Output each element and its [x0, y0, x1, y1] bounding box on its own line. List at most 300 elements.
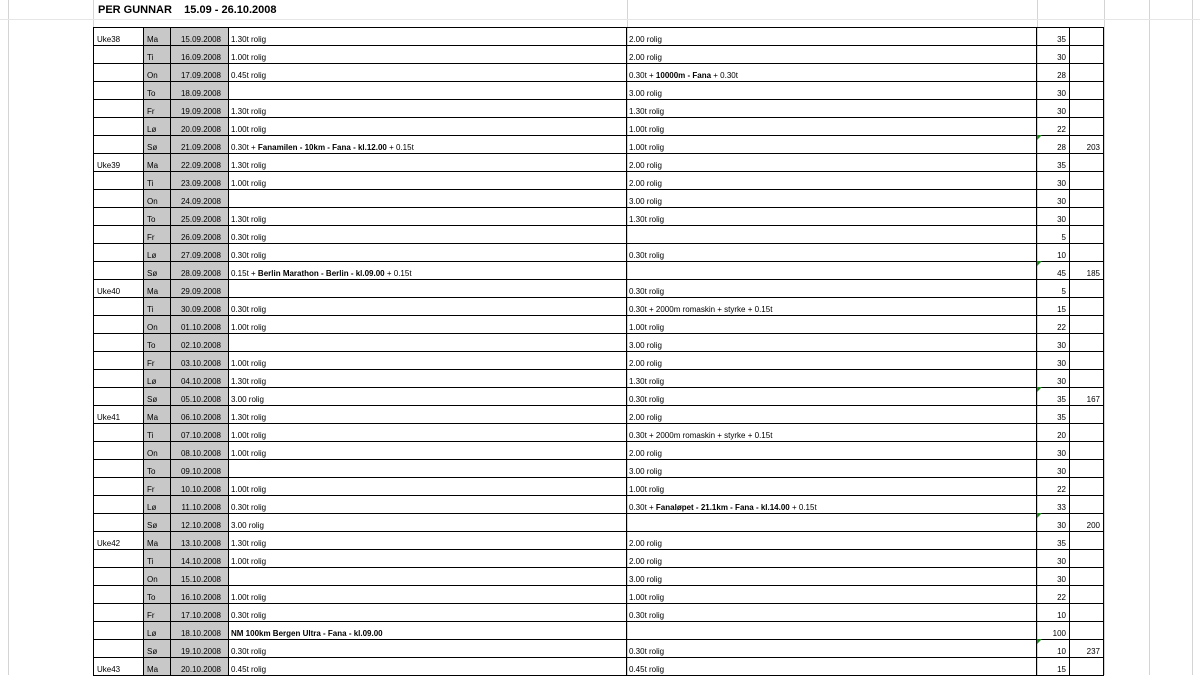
date-cell[interactable]: 30.09.2008	[171, 298, 229, 315]
session-2-cell[interactable]: 0.30t + 2000m romaskin + styrke + 0.15t	[627, 298, 1037, 315]
day-cell[interactable]: Ti	[144, 46, 171, 63]
table-row	[93, 604, 1104, 622]
km-cell[interactable]: 30	[1037, 190, 1070, 207]
date-cell[interactable]: 09.10.2008	[171, 460, 229, 477]
week-cell[interactable]: Uke43	[93, 658, 144, 675]
comment-indicator-icon[interactable]	[1037, 261, 1042, 266]
table-row	[93, 118, 1104, 136]
session-2-cell[interactable]	[627, 262, 1037, 279]
session-1-cell[interactable]: 1.00t rolig	[229, 442, 627, 459]
week-total-cell[interactable]: 203	[1070, 136, 1104, 153]
day-cell[interactable]: Fr	[144, 478, 171, 495]
day-cell[interactable]: Ma	[144, 154, 171, 171]
date-cell[interactable]: 08.10.2008	[171, 442, 229, 459]
week-total-cell[interactable]	[1070, 550, 1104, 567]
km-cell[interactable]: 30	[1037, 352, 1070, 369]
table-row	[93, 190, 1104, 208]
date-cell[interactable]: 24.09.2008	[171, 190, 229, 207]
session-1-cell[interactable]	[229, 568, 627, 585]
table-row	[93, 208, 1104, 226]
session-1-cell[interactable]: 1.00t rolig	[229, 424, 627, 441]
text-segment: + 0.30t	[711, 71, 738, 80]
page-title: PER GUNNAR 15.09 - 26.10.2008	[98, 4, 277, 16]
table-row	[93, 478, 1104, 496]
week-cell[interactable]	[93, 118, 144, 135]
table-row	[93, 280, 1104, 298]
day-cell[interactable]: Ti	[144, 550, 171, 567]
week-total-cell[interactable]	[1070, 172, 1104, 189]
day-cell[interactable]: Sø	[144, 388, 171, 405]
week-cell[interactable]	[93, 262, 144, 279]
table-row	[93, 28, 1104, 46]
km-cell[interactable]: 35	[1037, 154, 1070, 171]
km-cell[interactable]: 35	[1037, 532, 1070, 549]
km-cell[interactable]: 20	[1037, 424, 1070, 441]
week-cell[interactable]	[93, 136, 144, 153]
session-1-cell[interactable]: 1.30t rolig	[229, 370, 627, 387]
session-2-cell[interactable]: 3.00 rolig	[627, 334, 1037, 351]
day-cell[interactable]: To	[144, 586, 171, 603]
session-1-cell[interactable]: 0.45t rolig	[229, 64, 627, 81]
week-cell[interactable]	[93, 514, 144, 531]
session-2-cell[interactable]: 3.00 rolig	[627, 82, 1037, 99]
day-cell[interactable]: Sø	[144, 514, 171, 531]
week-cell[interactable]	[93, 82, 144, 99]
week-cell[interactable]	[93, 496, 144, 513]
day-cell[interactable]: Sø	[144, 640, 171, 657]
session-2-cell[interactable]: 3.00 rolig	[627, 568, 1037, 585]
table-row	[93, 658, 1104, 676]
training-log-table	[93, 27, 1104, 676]
day-cell[interactable]: Lø	[144, 244, 171, 261]
week-cell[interactable]	[93, 370, 144, 387]
day-cell[interactable]: Ma	[144, 28, 171, 45]
race-label: 10000m - Fana	[655, 71, 712, 80]
day-cell[interactable]: Lø	[144, 622, 171, 639]
week-total-cell[interactable]	[1070, 190, 1104, 207]
week-cell[interactable]	[93, 622, 144, 639]
session-1-cell[interactable]: 1.00t rolig	[229, 172, 627, 189]
session-2-cell[interactable]: 2.00 rolig	[627, 352, 1037, 369]
session-1-cell[interactable]: 1.00t rolig	[229, 478, 627, 495]
week-total-cell[interactable]	[1070, 568, 1104, 585]
date-cell[interactable]: 15.10.2008	[171, 568, 229, 585]
date-cell[interactable]: 16.10.2008	[171, 586, 229, 603]
km-cell[interactable]: 22	[1037, 586, 1070, 603]
week-total-cell[interactable]	[1070, 334, 1104, 351]
km-cell[interactable]: 30	[1037, 442, 1070, 459]
session-2-cell[interactable]: 2.00 rolig	[627, 532, 1037, 549]
session-1-cell[interactable]: 1.30t rolig	[229, 406, 627, 423]
session-2-cell[interactable]: 2.00 rolig	[627, 46, 1037, 63]
table-row	[93, 442, 1104, 460]
table-row	[93, 226, 1104, 244]
table-row	[93, 622, 1104, 640]
session-1-cell[interactable]: 1.30t rolig	[229, 532, 627, 549]
date-cell[interactable]: 19.09.2008	[171, 100, 229, 117]
day-cell[interactable]: Ma	[144, 532, 171, 549]
session-1-cell[interactable]: 1.00t rolig	[229, 118, 627, 135]
km-cell[interactable]: 28	[1037, 136, 1070, 153]
week-cell[interactable]: Uke40	[93, 280, 144, 297]
week-total-cell[interactable]	[1070, 406, 1104, 423]
week-cell[interactable]	[93, 460, 144, 477]
km-cell[interactable]: 30	[1037, 208, 1070, 225]
week-total-cell[interactable]	[1070, 64, 1104, 81]
week-total-cell[interactable]	[1070, 604, 1104, 621]
week-cell[interactable]	[93, 586, 144, 603]
week-cell[interactable]	[93, 640, 144, 657]
week-total-cell[interactable]	[1070, 82, 1104, 99]
session-2-cell[interactable]: 0.30t rolig	[627, 280, 1037, 297]
week-total-cell[interactable]	[1070, 658, 1104, 675]
week-cell[interactable]: Uke42	[93, 532, 144, 549]
date-cell[interactable]: 17.10.2008	[171, 604, 229, 621]
day-cell[interactable]: Fr	[144, 352, 171, 369]
week-cell[interactable]	[93, 352, 144, 369]
session-2-cell[interactable]: 1.00t rolig	[627, 118, 1037, 135]
day-cell[interactable]: On	[144, 190, 171, 207]
km-cell[interactable]: 100	[1037, 622, 1070, 639]
table-row	[93, 334, 1104, 352]
week-cell[interactable]	[93, 604, 144, 621]
session-2-cell[interactable]	[627, 226, 1037, 243]
week-total-cell[interactable]	[1070, 424, 1104, 441]
session-2-cell[interactable]: 2.00 rolig	[627, 154, 1037, 171]
session-2-cell[interactable]: 1.30t rolig	[627, 100, 1037, 117]
table-row	[93, 514, 1104, 532]
session-1-cell[interactable]: 1.30t rolig	[229, 154, 627, 171]
day-cell[interactable]: To	[144, 460, 171, 477]
week-total-cell[interactable]	[1070, 460, 1104, 477]
text-segment: + 0.15t	[384, 269, 412, 278]
session-2-cell[interactable]: 0.30t + 2000m romaskin + styrke + 0.15t	[627, 424, 1037, 441]
day-cell[interactable]: Sø	[144, 136, 171, 153]
day-cell[interactable]: Lø	[144, 496, 171, 513]
week-cell[interactable]	[93, 64, 144, 81]
table-row	[93, 388, 1104, 406]
km-cell[interactable]: 30	[1037, 568, 1070, 585]
date-cell[interactable]: 29.09.2008	[171, 280, 229, 297]
km-cell[interactable]: 45	[1037, 262, 1070, 279]
date-cell[interactable]: 11.10.2008	[171, 496, 229, 513]
session-1-cell[interactable]: 1.30t rolig	[229, 28, 627, 45]
day-cell[interactable]: Ma	[144, 658, 171, 675]
date-cell[interactable]: 20.10.2008	[171, 658, 229, 675]
race-label: NM 100km Bergen Ultra - Fana - kl.09.00	[231, 629, 383, 638]
session-1-cell[interactable]	[229, 190, 627, 207]
km-cell[interactable]: 33	[1037, 496, 1070, 513]
session-1-cell[interactable]	[229, 622, 627, 639]
text-segment: 0.30t +	[629, 71, 656, 80]
day-cell[interactable]: Ti	[144, 298, 171, 315]
km-cell[interactable]: 30	[1037, 550, 1070, 567]
session-1-cell[interactable]	[229, 460, 627, 477]
session-2-cell[interactable]: 0.30t rolig	[627, 388, 1037, 405]
day-cell[interactable]: Ti	[144, 424, 171, 441]
session-2-cell[interactable]: 0.30t rolig	[627, 244, 1037, 261]
week-cell[interactable]	[93, 190, 144, 207]
km-cell[interactable]: 30	[1037, 100, 1070, 117]
table-row	[93, 136, 1104, 154]
week-cell[interactable]	[93, 550, 144, 567]
km-cell[interactable]: 35	[1037, 406, 1070, 423]
day-cell[interactable]: To	[144, 208, 171, 225]
session-2-cell[interactable]: 2.00 rolig	[627, 550, 1037, 567]
day-cell[interactable]: On	[144, 568, 171, 585]
week-total-cell[interactable]	[1070, 100, 1104, 117]
week-total-cell[interactable]	[1070, 298, 1104, 315]
km-cell[interactable]: 15	[1037, 658, 1070, 675]
week-total-cell[interactable]: 237	[1070, 640, 1104, 657]
date-cell[interactable]: 10.10.2008	[171, 478, 229, 495]
date-cell[interactable]: 06.10.2008	[171, 406, 229, 423]
session-2-cell[interactable]: 2.00 rolig	[627, 28, 1037, 45]
date-cell[interactable]: 27.09.2008	[171, 244, 229, 261]
date-cell[interactable]: 19.10.2008	[171, 640, 229, 657]
km-cell[interactable]: 10	[1037, 640, 1070, 657]
day-cell[interactable]: Fr	[144, 604, 171, 621]
session-1-cell[interactable]: 0.30t rolig	[229, 496, 627, 513]
date-cell[interactable]: 12.10.2008	[171, 514, 229, 531]
date-cell[interactable]: 16.09.2008	[171, 46, 229, 63]
day-cell[interactable]: Lø	[144, 370, 171, 387]
session-1-cell[interactable]	[229, 280, 627, 297]
session-1-cell[interactable]: 1.30t rolig	[229, 100, 627, 117]
session-1-cell[interactable]: 3.00 rolig	[229, 514, 627, 531]
week-total-cell[interactable]	[1070, 532, 1104, 549]
week-total-cell[interactable]	[1070, 226, 1104, 243]
week-total-cell[interactable]	[1070, 622, 1104, 639]
session-1-cell[interactable]: 0.45t rolig	[229, 658, 627, 675]
date-cell[interactable]: 21.09.2008	[171, 136, 229, 153]
session-2-cell[interactable]: 3.00 rolig	[627, 190, 1037, 207]
day-cell[interactable]: On	[144, 442, 171, 459]
km-cell[interactable]: 22	[1037, 478, 1070, 495]
week-total-cell[interactable]	[1070, 496, 1104, 513]
session-1-cell[interactable]: 0.30t rolig	[229, 604, 627, 621]
day-cell[interactable]: To	[144, 82, 171, 99]
table-row	[93, 46, 1104, 64]
date-cell[interactable]: 02.10.2008	[171, 334, 229, 351]
km-cell[interactable]: 30	[1037, 82, 1070, 99]
week-total-cell[interactable]	[1070, 208, 1104, 225]
week-cell[interactable]	[93, 388, 144, 405]
km-cell[interactable]: 5	[1037, 226, 1070, 243]
week-cell[interactable]	[93, 46, 144, 63]
date-cell[interactable]: 26.09.2008	[171, 226, 229, 243]
comment-indicator-icon[interactable]	[1037, 387, 1042, 392]
week-cell[interactable]	[93, 478, 144, 495]
week-cell[interactable]: Uke39	[93, 154, 144, 171]
session-1-cell[interactable]: 0.30t rolig	[229, 226, 627, 243]
session-1-cell[interactable]	[229, 262, 627, 279]
session-1-cell[interactable]: 0.30t rolig	[229, 298, 627, 315]
session-2-cell[interactable]: 0.45t rolig	[627, 658, 1037, 675]
table-row	[93, 64, 1104, 82]
date-cell[interactable]: 07.10.2008	[171, 424, 229, 441]
week-total-cell[interactable]	[1070, 478, 1104, 495]
day-cell[interactable]: Ma	[144, 406, 171, 423]
session-2-cell[interactable]	[627, 64, 1037, 81]
week-cell[interactable]: Uke41	[93, 406, 144, 423]
session-1-cell[interactable]: 1.30t rolig	[229, 208, 627, 225]
table-row	[93, 640, 1104, 658]
text-segment: + 0.15t	[386, 143, 414, 152]
session-2-cell[interactable]: 1.30t rolig	[627, 208, 1037, 225]
table-row	[93, 550, 1104, 568]
week-total-cell[interactable]	[1070, 442, 1104, 459]
week-cell[interactable]	[93, 424, 144, 441]
day-cell[interactable]: Sø	[144, 262, 171, 279]
date-cell[interactable]: 01.10.2008	[171, 316, 229, 333]
week-total-cell[interactable]	[1070, 244, 1104, 261]
text-segment: + 0.15t	[789, 503, 817, 512]
week-total-cell[interactable]	[1070, 586, 1104, 603]
week-total-cell[interactable]	[1070, 316, 1104, 333]
session-2-cell[interactable]: 1.00t rolig	[627, 586, 1037, 603]
race-label: Berlin Marathon - Berlin - kl.09.00	[257, 269, 385, 278]
day-cell[interactable]: On	[144, 316, 171, 333]
date-cell[interactable]: 14.10.2008	[171, 550, 229, 567]
day-cell[interactable]: Fr	[144, 100, 171, 117]
table-row	[93, 100, 1104, 118]
date-cell[interactable]: 03.10.2008	[171, 352, 229, 369]
week-total-cell[interactable]: 185	[1070, 262, 1104, 279]
session-1-cell[interactable]	[229, 82, 627, 99]
km-cell[interactable]: 30	[1037, 334, 1070, 351]
week-total-cell[interactable]	[1070, 280, 1104, 297]
week-cell[interactable]	[93, 334, 144, 351]
date-cell[interactable]: 15.09.2008	[171, 28, 229, 45]
table-row	[93, 82, 1104, 100]
date-cell[interactable]: 20.09.2008	[171, 118, 229, 135]
session-2-cell[interactable]	[627, 622, 1037, 639]
week-cell[interactable]	[93, 568, 144, 585]
session-1-cell[interactable]: 1.00t rolig	[229, 352, 627, 369]
day-cell[interactable]: Lø	[144, 118, 171, 135]
session-2-cell[interactable]: 2.00 rolig	[627, 406, 1037, 423]
session-2-cell[interactable]: 2.00 rolig	[627, 172, 1037, 189]
km-cell[interactable]: 5	[1037, 280, 1070, 297]
day-cell[interactable]: Ti	[144, 172, 171, 189]
comment-indicator-icon[interactable]	[1037, 513, 1042, 518]
km-cell[interactable]: 10	[1037, 244, 1070, 261]
day-cell[interactable]: Ma	[144, 280, 171, 297]
km-cell[interactable]: 35	[1037, 28, 1070, 45]
session-1-cell[interactable]: 1.00t rolig	[229, 550, 627, 567]
date-cell[interactable]: 18.10.2008	[171, 622, 229, 639]
km-cell[interactable]: 30	[1037, 460, 1070, 477]
week-total-cell[interactable]: 167	[1070, 388, 1104, 405]
km-cell[interactable]: 35	[1037, 388, 1070, 405]
table-row	[93, 172, 1104, 190]
week-total-cell[interactable]	[1070, 370, 1104, 387]
table-row	[93, 244, 1104, 262]
date-cell[interactable]: 17.09.2008	[171, 64, 229, 81]
table-row	[93, 406, 1104, 424]
km-cell[interactable]: 30	[1037, 370, 1070, 387]
week-total-cell[interactable]	[1070, 154, 1104, 171]
table-row	[93, 298, 1104, 316]
date-cell[interactable]: 23.09.2008	[171, 172, 229, 189]
session-2-cell[interactable]: 2.00 rolig	[627, 442, 1037, 459]
date-cell[interactable]: 13.10.2008	[171, 532, 229, 549]
session-2-cell[interactable]	[627, 514, 1037, 531]
session-1-cell[interactable]: 1.00t rolig	[229, 46, 627, 63]
date-cell[interactable]: 25.09.2008	[171, 208, 229, 225]
week-total-cell[interactable]	[1070, 46, 1104, 63]
day-cell[interactable]: Fr	[144, 226, 171, 243]
date-cell[interactable]: 05.10.2008	[171, 388, 229, 405]
week-cell[interactable]	[93, 442, 144, 459]
text-segment: 0.30t +	[231, 143, 258, 152]
table-row	[93, 370, 1104, 388]
km-cell[interactable]: 22	[1037, 118, 1070, 135]
comment-indicator-icon[interactable]	[1037, 135, 1042, 140]
week-total-cell[interactable]	[1070, 118, 1104, 135]
session-2-cell[interactable]: 1.30t rolig	[627, 370, 1037, 387]
km-cell[interactable]: 30	[1037, 46, 1070, 63]
session-2-cell[interactable]: 0.30t rolig	[627, 640, 1037, 657]
km-cell[interactable]: 10	[1037, 604, 1070, 621]
date-cell[interactable]: 22.09.2008	[171, 154, 229, 171]
km-cell[interactable]: 30	[1037, 172, 1070, 189]
km-cell[interactable]: 30	[1037, 514, 1070, 531]
week-cell[interactable]: Uke38	[93, 28, 144, 45]
week-cell[interactable]	[93, 100, 144, 117]
session-2-cell[interactable]	[627, 496, 1037, 513]
week-cell[interactable]	[93, 172, 144, 189]
session-1-cell[interactable]	[229, 136, 627, 153]
session-1-cell[interactable]	[229, 334, 627, 351]
day-cell[interactable]: On	[144, 64, 171, 81]
text-segment: 0.15t +	[231, 269, 258, 278]
week-cell[interactable]	[93, 316, 144, 333]
km-cell[interactable]: 28	[1037, 64, 1070, 81]
session-2-cell[interactable]: 1.00t rolig	[627, 316, 1037, 333]
week-total-cell[interactable]: 200	[1070, 514, 1104, 531]
day-cell[interactable]: To	[144, 334, 171, 351]
table-row	[93, 496, 1104, 514]
date-cell[interactable]: 18.09.2008	[171, 82, 229, 99]
date-cell[interactable]: 04.10.2008	[171, 370, 229, 387]
session-2-cell[interactable]: 0.30t rolig	[627, 604, 1037, 621]
week-cell[interactable]	[93, 298, 144, 315]
km-cell[interactable]: 15	[1037, 298, 1070, 315]
session-1-cell[interactable]: 1.00t rolig	[229, 586, 627, 603]
table-row	[93, 424, 1104, 442]
session-1-cell[interactable]: 0.30t rolig	[229, 640, 627, 657]
race-label: Fanaløpet - 21.1km - Fana - kl.14.00	[655, 503, 790, 512]
week-cell[interactable]	[93, 208, 144, 225]
table-row	[93, 262, 1104, 280]
session-1-cell[interactable]: 0.30t rolig	[229, 244, 627, 261]
session-1-cell[interactable]: 3.00 rolig	[229, 388, 627, 405]
week-total-cell[interactable]	[1070, 28, 1104, 45]
session-2-cell[interactable]: 3.00 rolig	[627, 460, 1037, 477]
week-total-cell[interactable]	[1070, 352, 1104, 369]
session-2-cell[interactable]: 1.00t rolig	[627, 136, 1037, 153]
session-2-cell[interactable]: 1.00t rolig	[627, 478, 1037, 495]
session-1-cell[interactable]: 1.00t rolig	[229, 316, 627, 333]
date-cell[interactable]: 28.09.2008	[171, 262, 229, 279]
km-cell[interactable]: 22	[1037, 316, 1070, 333]
comment-indicator-icon[interactable]	[1037, 639, 1042, 644]
text-segment: 0.30t +	[629, 503, 656, 512]
week-cell[interactable]	[93, 244, 144, 261]
week-cell[interactable]	[93, 226, 144, 243]
